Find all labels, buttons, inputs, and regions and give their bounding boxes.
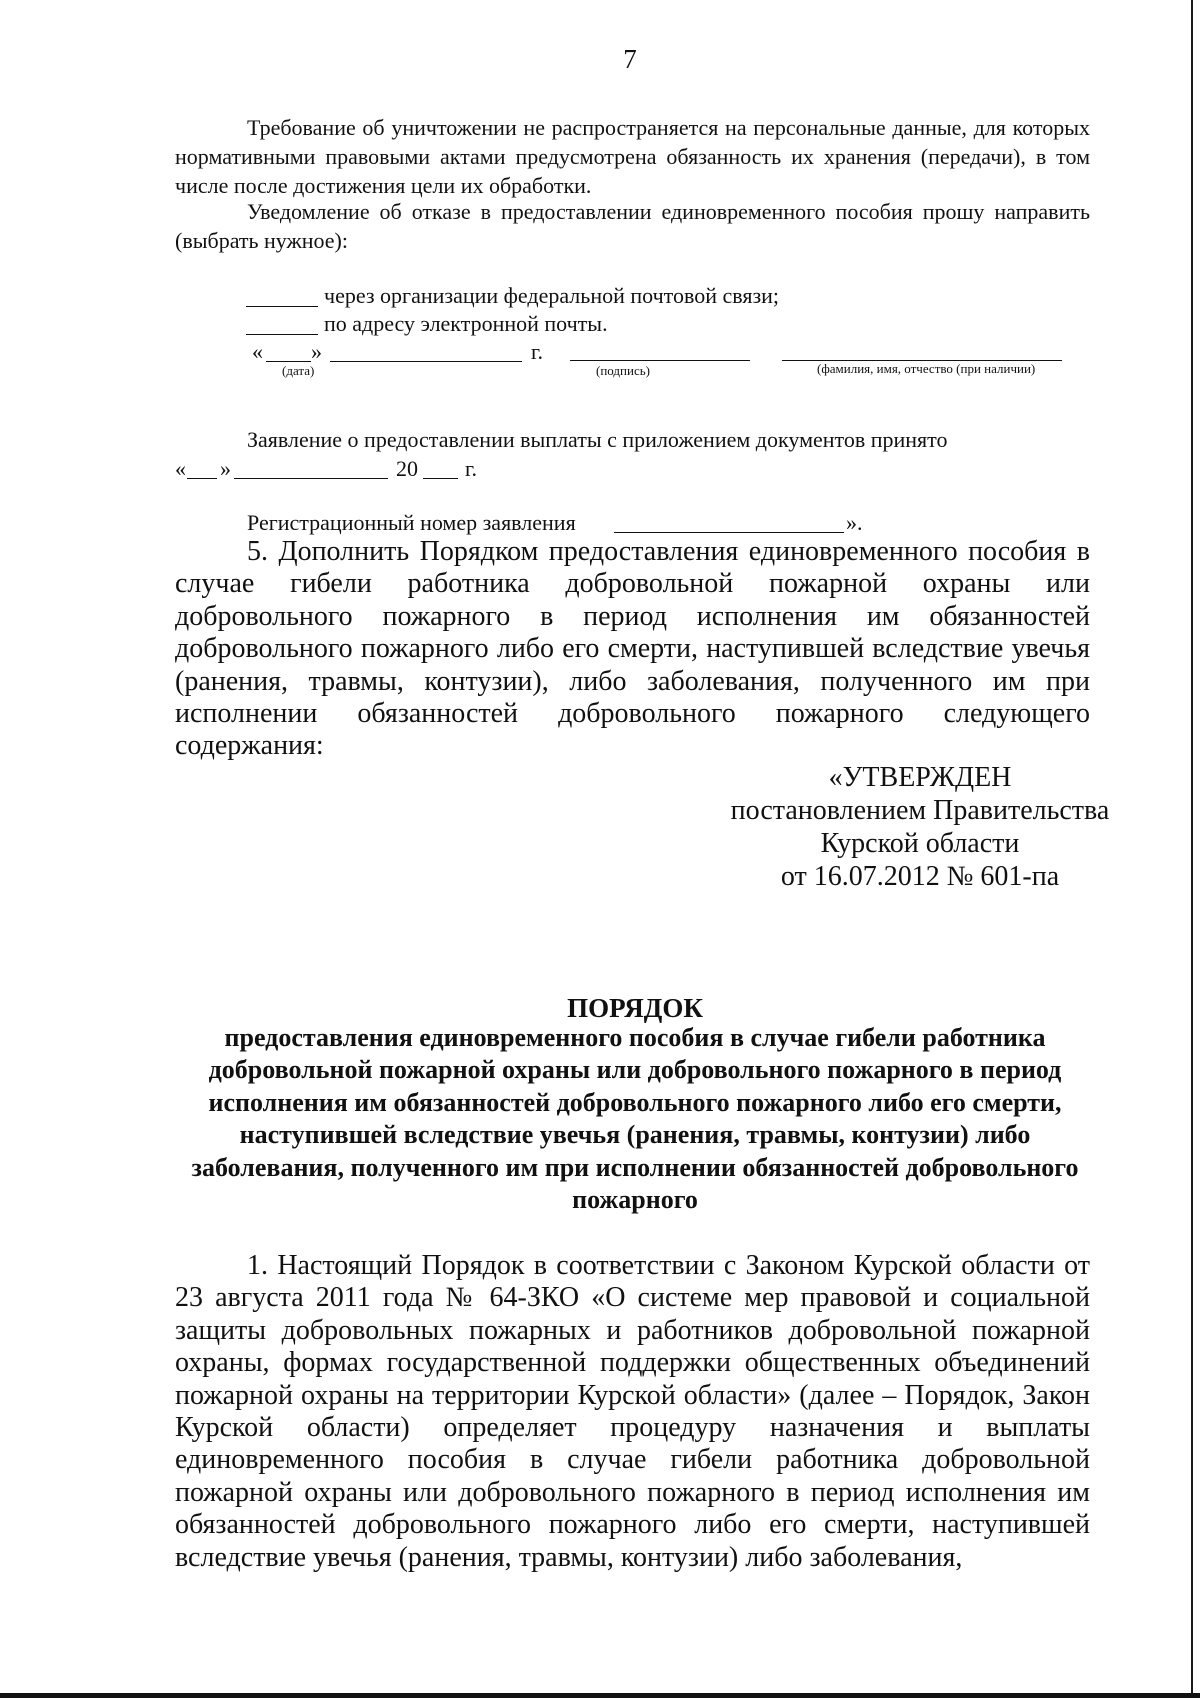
date-quote-open: « <box>252 339 263 364</box>
approval-line-3: Курской области <box>820 828 1020 859</box>
date-year-suffix: г. <box>531 339 544 364</box>
paragraph-notification: Уведомление об отказе в предоставлении единовременного пособия прошу направить (выбрать нужное): <box>175 199 1090 253</box>
accepted-year-suffix: г. <box>465 456 478 481</box>
approval-line-4: от 16.07.2012 № 601-па <box>780 861 1060 892</box>
caption-date: (дата) <box>282 363 315 378</box>
page-number: 7 <box>623 44 637 74</box>
option-post-blank <box>246 306 318 307</box>
accepted-quote-open: « <box>175 456 186 481</box>
scan-edge-bottom <box>0 1693 1200 1698</box>
signature-blank <box>570 360 750 361</box>
approval-line-1: «УТВЕРЖДЕН <box>828 762 1012 793</box>
option-post-label: через организации федеральной почтовой связи; <box>324 283 780 308</box>
approval-line-2: постановлением Правительства <box>730 795 1110 826</box>
accepted-year-blank <box>423 478 458 479</box>
document-title: ПОРЯДОК <box>567 993 703 1023</box>
accepted-line-1: Заявление о предоставлении выплаты с приложением документов принято <box>247 427 948 452</box>
date-quote-close: » <box>311 339 322 364</box>
registration-label: Регистрационный номер заявления <box>247 510 576 535</box>
accepted-day-blank <box>187 478 217 479</box>
option-email-label: по адресу электронной почты. <box>324 311 608 336</box>
date-day-blank <box>266 361 311 362</box>
accepted-month-blank <box>234 478 388 479</box>
accepted-quote-close: » <box>220 456 231 481</box>
caption-name: (фамилия, имя, отчество (при наличии) <box>817 361 1036 376</box>
caption-signature: (подпись) <box>596 363 650 378</box>
paragraph-5: 5. Дополнить Порядком предоставления единовременного пособия в случае гибели работника добровольной пожарной охраны или добровольного пожарного в период исполнения им обязанностей добровольного пожарного либо его смерти, наступившей вследствие увечья (ранения, травмы, контузии), либо заболевания, полученного им при исполнении обязанностей добровольного пожарного следующего содержания: <box>175 536 1090 762</box>
registration-blank <box>614 532 844 533</box>
paragraph-destruction: Требование об уничтожении не распространяется на персональные данные, для которых нормативными правовыми актами предусмотрена обязанность их хранения (передачи), в том числе после достижения цели их обработки. <box>175 115 1090 198</box>
option-email-blank <box>246 334 318 335</box>
document-subtitle: предоставления единовременного пособия в случае гибели работника добровольной пожарной охраны или добровольного пожарного в период исполнения им обязанностей добровольного пожарного либо его смерти, наступившей вследствие увечья (ранения, травмы, контузии) либо заболевания, полученного им при исполнении обязанностей добровольного пожарного <box>191 1023 1079 1215</box>
paragraph-1: 1. Настоящий Порядок в соответствии с Законом Курской области от 23 августа 2011 года № 64-ЗКО «О системе мер правовой и социальной защиты добровольных пожарных и работников добровольной пожарной охраны, формах государственной поддержки общественных объединений пожарной охраны на территории Курской области» (далее – Порядок, Закон Курской области) определяет процедуру назначения и выплаты единовременного пособия в случае гибели работника добровольной пожарной охраны или добровольного пожарного в период исполнения им обязанностей добровольного пожарного либо его смерти, наступившей вследствие увечья (ранения, травмы, контузии) либо заболевания, <box>175 1250 1090 1573</box>
registration-end: ». <box>846 510 863 535</box>
date-month-blank <box>330 361 522 362</box>
accepted-year: 20 <box>396 456 418 481</box>
